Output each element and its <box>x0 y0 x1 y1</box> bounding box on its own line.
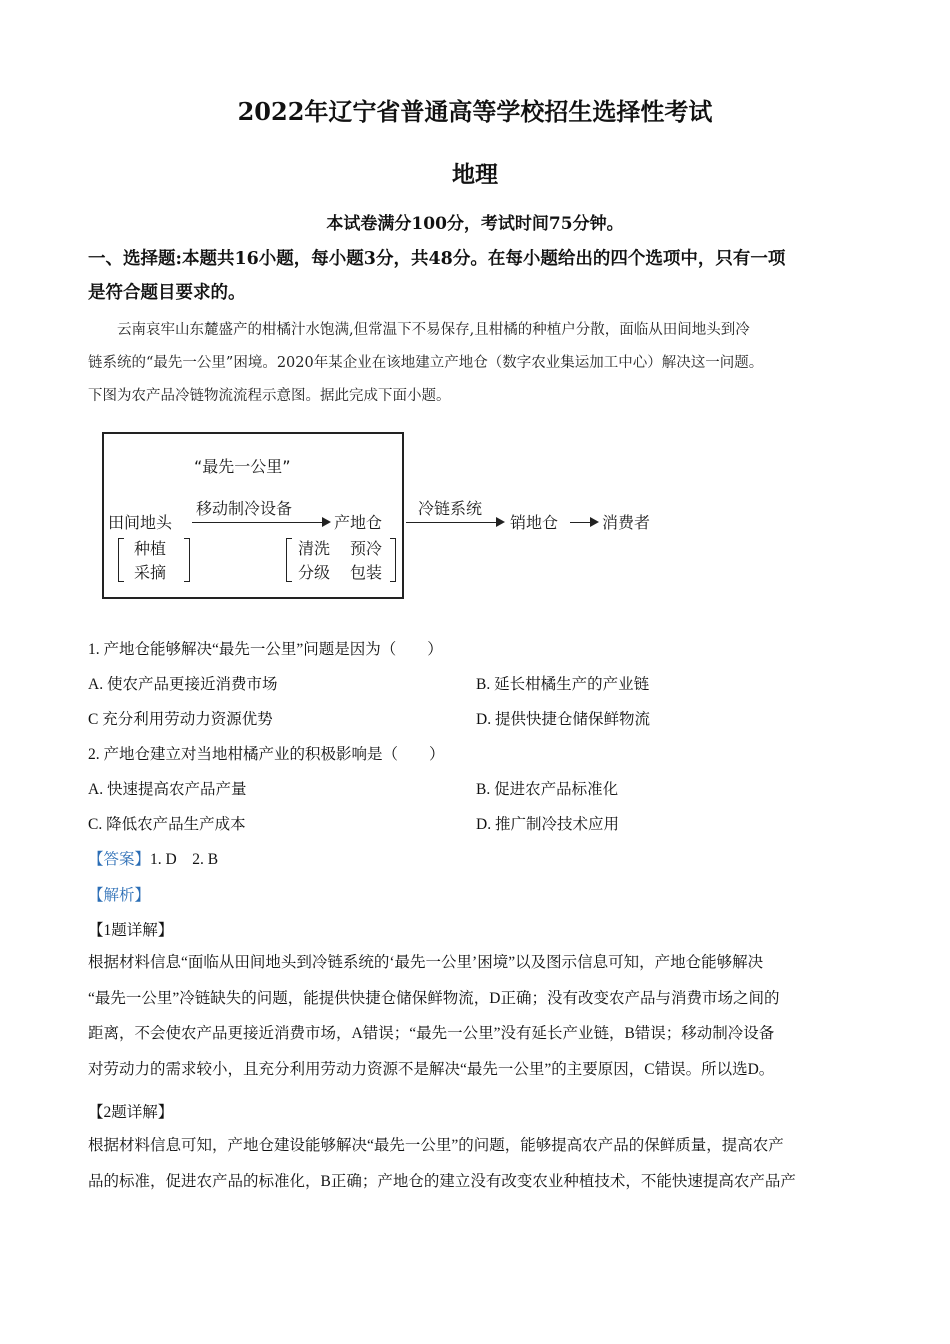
left-bracket-close <box>184 538 190 582</box>
q2-analysis-paragraph <box>88 1128 868 1199</box>
first-mile-label: “最先一公里” <box>194 457 291 476</box>
section-heading-line-2: 是符合题目要求的。 <box>88 283 246 303</box>
precooling-step: 预冷 <box>350 539 383 558</box>
arrow-field-to-hub <box>192 522 328 523</box>
cold-chain-diagram <box>100 430 660 602</box>
arrow-hub-to-sales <box>406 522 502 523</box>
q2-analysis-line-1: 根据材料信息可知，产地仓建设能够解决“最先一公里”的问题，能够提高农产品的保鲜质量，提高农产 <box>88 1137 784 1154</box>
analysis-label: 【解析】 <box>88 887 151 904</box>
cold-chain-label: 冷链系统 <box>418 499 483 518</box>
section-heading-line-1: 一、选择题:本题共16小题，每小题3分，共48分。在每小题给出的四个选项中，只有一项 <box>88 249 786 269</box>
question-1-stem: 1. 产地仓能够解决“最先一公里”问题是因为（ ） <box>88 641 443 658</box>
subject-title: 地理 <box>452 161 498 188</box>
exam-title: 2022年辽宁省普通高等学校招生选择性考试 <box>237 97 713 126</box>
question-2-stem: 2. 产地仓建立对当地柑橘产业的积极影响是（ ） <box>88 746 445 763</box>
origin-warehouse-node: 产地仓 <box>334 513 383 532</box>
q1-analysis-line-2: “最先一公里”冷链缺失的问题，能提供快捷仓储保鲜物流，D正确；没有改变农产品与消费市场之间的 <box>88 989 780 1007</box>
question-1-option-a: A. 使农产品更接近消费市场 <box>88 676 278 693</box>
q2-detail-label: 【2题详解】 <box>88 1104 174 1121</box>
q1-analysis-line-1: 根据材料信息“面临从田间地头到冷链系统的‘最先一公里’困境”以及图示信息可知，产地仓能够解决 <box>88 954 764 971</box>
consumer-node: 消费者 <box>602 513 651 532</box>
planting-step: 种植 <box>134 539 167 558</box>
question-2-option-c: C. 降低农产品生产成本 <box>88 816 246 833</box>
answer-row <box>88 847 218 869</box>
material-line-3: 下图为农产品冷链物流流程示意图。据此完成下面小题。 <box>88 388 451 404</box>
material-line-2: 链系统的“最先一公里”困境。2020年某企业在该地建立产地仓（数字农业集运加工中心）解决这一问题。 <box>88 355 764 371</box>
q1-analysis-line-4: 对劳动力的需求较小，且充分利用劳动力资源不是解决“最先一公里”的主要原因，C错误。所以选D。 <box>88 1060 775 1078</box>
q2-analysis-line-2: 品的标准，促进农产品的标准化，B正确；产地仓的建立没有改变农业种植技术，不能快速提高农产品产 <box>88 1172 796 1190</box>
question-2-option-a: A. 快速提高农产品产量 <box>88 781 247 798</box>
picking-step: 采摘 <box>134 563 167 582</box>
question-1-option-c: C 充分利用劳动力资源优势 <box>88 711 273 728</box>
material-paragraph <box>88 314 878 413</box>
packing-step: 包装 <box>350 563 383 582</box>
q1-analysis-line-3: 距离，不会使农产品更接近消费市场，A错误；“最先一公里”没有延长产业链，B错误；移动制冷设备 <box>88 1025 775 1042</box>
material-line-1: 云南哀牢山东麓盛产的柑橘汁水饱满,但常温下不易保存,且柑橘的种植户分散，面临从田间地头到冷 <box>117 322 750 338</box>
mobile-refrigeration-label: 移动制冷设备 <box>196 499 293 518</box>
sales-warehouse-node: 销地仓 <box>510 513 559 532</box>
section-heading <box>88 242 868 310</box>
question-2-option-b: B. 促进农产品标准化 <box>476 781 619 798</box>
arrow-sales-to-consumer <box>570 522 596 523</box>
right-bracket-close <box>390 538 396 582</box>
washing-step: 清洗 <box>298 539 331 558</box>
answer-text: 1. D 2. B <box>150 851 219 868</box>
question-2-option-d: D. 推广制冷技术应用 <box>476 816 619 833</box>
grading-step: 分级 <box>298 563 331 582</box>
question-1-option-d: D. 提供快捷仓储保鲜物流 <box>476 711 650 728</box>
left-bracket-open <box>118 538 124 582</box>
question-1-option-b: B. 延长柑橘生产的产业链 <box>476 676 650 693</box>
right-bracket-open <box>286 538 292 582</box>
exam-info: 本试卷满分100分，考试时间75分钟。 <box>326 214 624 234</box>
q1-analysis-paragraph <box>88 945 868 1087</box>
q1-detail-label: 【1题详解】 <box>88 922 174 939</box>
answer-label: 【答案】 <box>88 851 151 868</box>
field-node: 田间地头 <box>108 513 173 532</box>
